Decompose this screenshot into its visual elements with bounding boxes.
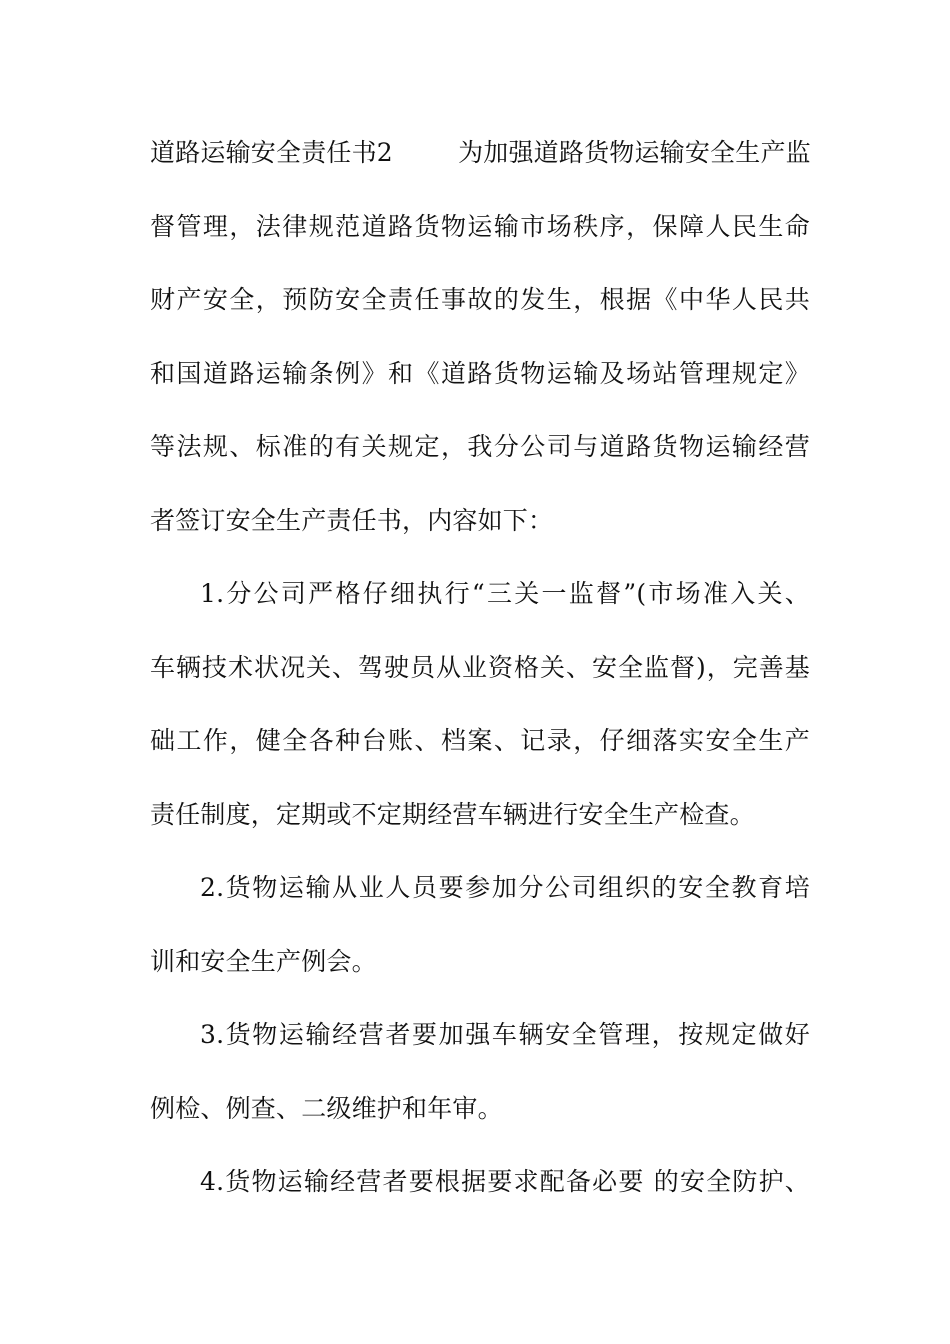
- text-line: 督管理，法律规范道路货物运输市场秩序，保障人民生命: [150, 211, 810, 241]
- text-line: 等法规、标准的有关规定，我分公司与道路货物运输经营: [150, 432, 810, 461]
- text-line: 例检、例查、二级维护和年审。: [150, 1093, 503, 1123]
- text-line: 财产安全，预防安全责任事故的发生，根据《中华人民共: [150, 285, 810, 314]
- text-line: 1.分公司严格仔细执行“三关一监督”(市场准入关、: [200, 579, 810, 608]
- document-body: [150, 130, 810, 1233]
- text-line: 3.货物运输经营者要加强车辆安全管理，按规定做好: [200, 1020, 810, 1049]
- text-line: 责任制度，定期或不定期经营车辆进行安全生产检查。: [150, 799, 755, 829]
- text-line: 道路运输安全责任书2 为加强道路货物运输安全生产监: [150, 138, 811, 167]
- text-line: 者签订安全生产责任书，内容如下：: [150, 505, 554, 535]
- text-line: 2.货物运输从业人员要参加分公司组织的安全教育培: [200, 873, 810, 902]
- text-line: 4.货物运输经营者要根据要求配备必要 的安全防护、: [200, 1167, 810, 1196]
- text-line: 车辆技术状况关、驾驶员从业资格关、安全监督)，完善基: [150, 652, 810, 682]
- text-line: 训和安全生产例会。: [150, 946, 377, 976]
- text-line: 础工作，健全各种台账、档案、记录，仔细落实安全生产: [150, 726, 810, 755]
- text-line: 和国道路运输条例》和《道路货物运输及场站管理规定》: [150, 358, 810, 388]
